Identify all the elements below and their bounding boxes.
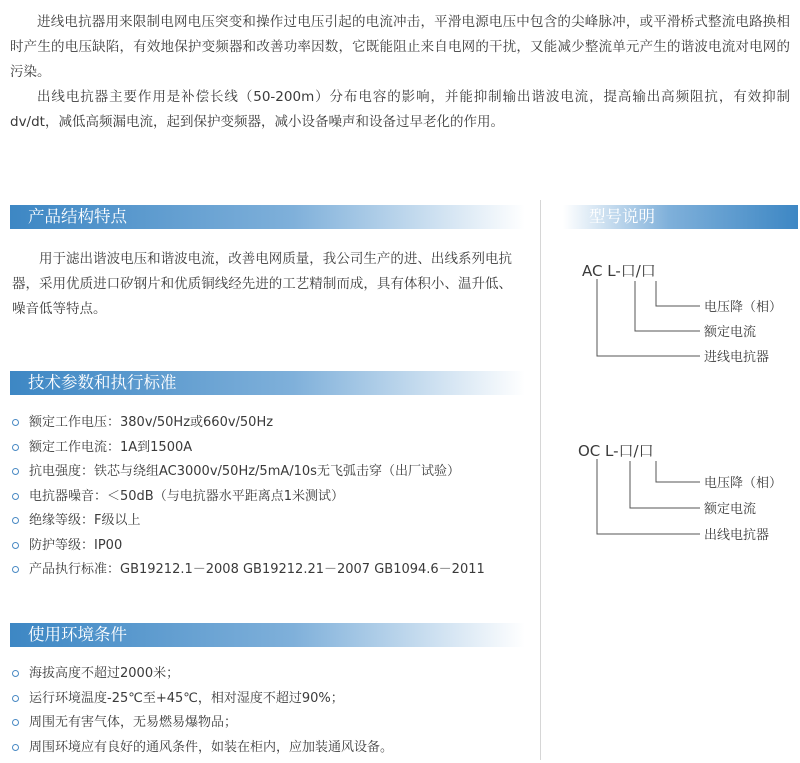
ac-reactor-leader-line: [597, 279, 700, 356]
specs-item-standard: 产品执行标准：GB19212.1－2008 GB19212.21－2007 GB1094.6－2011: [12, 558, 485, 583]
ac-label-rated-current: 额定电流: [704, 325, 757, 340]
specs-item-voltage: 额定工作电压：380v/50Hz或660v/50Hz: [12, 411, 485, 436]
oc-reactor-leader-line: [597, 459, 700, 534]
environment-item-temperature: 运行环境温度-25℃至+45℃，相对湿度不超过90%；: [12, 687, 393, 712]
environment-title: 使用环境条件: [28, 625, 127, 644]
environment-item-altitude: 海拔高度不超过2000米；: [12, 662, 393, 687]
ac-model-code: AC L-口/口: [582, 262, 656, 280]
structure-text: 用于滤出谐波电压和谐波电流，改善电网质量，我公司生产的进、出线系列电抗器，采用优质进口矽钢片和优质铜线经先进的工艺精制而成，具有体积小、温升低、噪音低等特点。: [12, 251, 512, 317]
ac-label-input-reactor: 进线电抗器: [704, 350, 770, 365]
intro-paragraph-output-reactor: 出线电抗器主要作用是补偿长线（50-200m）分布电容的影响，并能抑制输出谐波电流，提高输出高频阻抗，有效抑制dv/dt，减低高频漏电流，起到保护变频器，减小设备噪声和设备过早老化的作用。: [10, 89, 790, 130]
intro-paragraph-input-reactor: 进线电抗器用来限制电网电压突变和操作过电压引起的电流冲击，平滑电源电压中包含的尖峰脉冲，或平滑桥式整流电路换相时产生的电压缺陷，有效地保护变频器和改善功率因数，它既能阻止来自电网的干扰，又能减少整流单元产生的谐波电流对电网的污染。: [10, 14, 790, 80]
specs-item-insulation: 绝缘等级：F级以上: [12, 509, 485, 534]
oc-model-code: OC L-口/口: [578, 442, 654, 460]
specs-title: 技术参数和执行标准: [28, 373, 177, 392]
oc-label-rated-current: 额定电流: [704, 502, 757, 517]
oc-label-output-reactor: 出线电抗器: [704, 528, 770, 543]
model-title: 型号说明: [589, 207, 655, 226]
environment-item-ventilation: 周围环境应有良好的通风条件，如装在柜内，应加装通风设备。: [12, 736, 393, 761]
specs-item-protection: 防护等级：IP00: [12, 534, 485, 559]
ac-label-voltage-drop: 电压降（相）: [704, 300, 783, 315]
oc-label-voltage-drop: 电压降（相）: [704, 476, 783, 491]
ac-voltage-leader-line: [656, 281, 700, 306]
oc-current-leader-line: [630, 461, 700, 508]
specs-item-dielectric: 抗电强度：铁芯与绕组AC3000v/50Hz/5mA/10s无飞弧击穿（出厂试验）: [12, 460, 485, 485]
oc-voltage-leader-line: [656, 461, 700, 482]
structure-title: 产品结构特点: [28, 207, 127, 226]
specs-item-noise: 电抗器噪音：＜50dB（与电抗器水平距离点1米测试）: [12, 485, 485, 510]
environment-item-gas: 周围无有害气体，无易燃易爆物品；: [12, 711, 393, 736]
specs-item-current: 额定工作电流：1A到1500A: [12, 436, 485, 461]
